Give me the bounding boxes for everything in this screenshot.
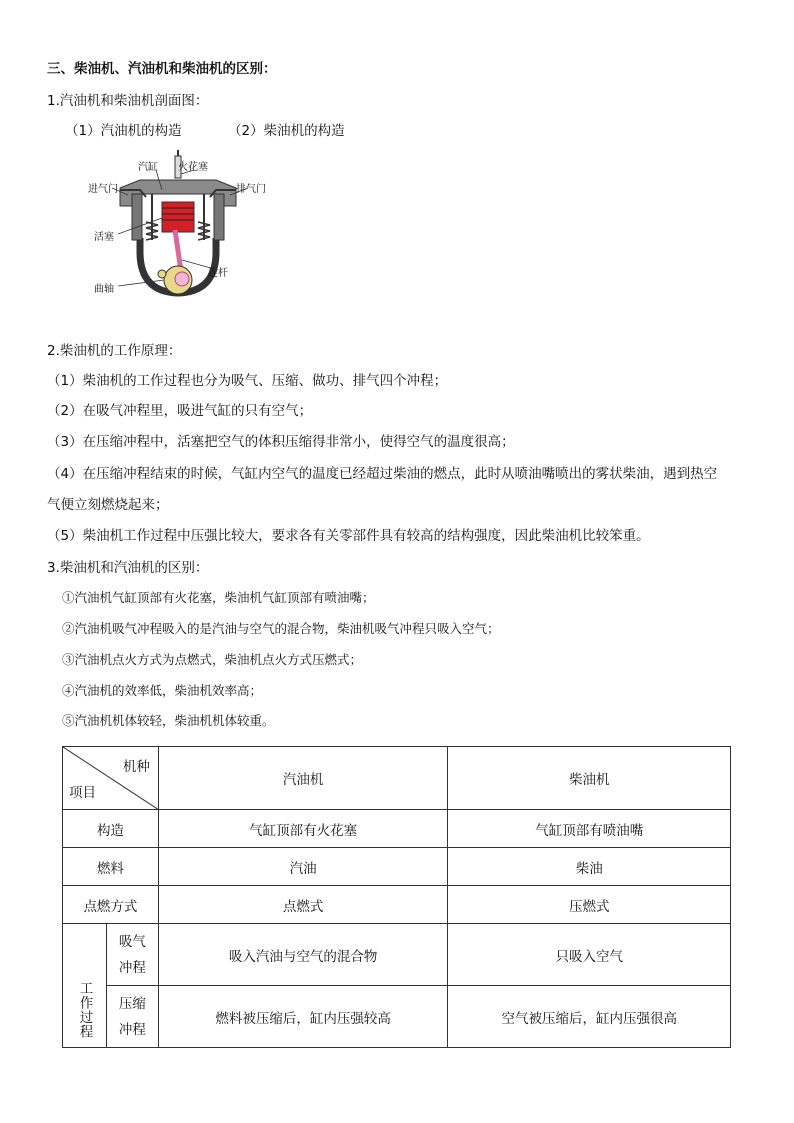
row-label: 燃料: [63, 848, 159, 886]
header-gasoline: 汽油机: [158, 747, 448, 810]
table-header-row: [63, 747, 731, 810]
s2-p4b: 气便立刻燃烧起来；: [47, 497, 169, 513]
sub-row-label-line2: 冲程: [118, 1021, 146, 1038]
label-spark-plug: 火花塞: [178, 162, 208, 173]
s3-item-1: ①汽油机气缸顶部有火花塞，柴油机气缸顶部有喷油嘴；: [62, 590, 375, 605]
cell-diesel: 柴油: [448, 848, 731, 886]
group-label: 工作过程: [76, 981, 93, 1039]
label-intake-valve: 进气门: [88, 184, 118, 195]
s2-p1: （1）柴油机的工作过程也分为吸气、压缩、做功、排气四个冲程；: [47, 373, 448, 389]
table-row: [63, 886, 731, 924]
cell-gasoline: 汽油: [158, 848, 448, 886]
cell-diesel: 只吸入空气: [448, 924, 731, 986]
s3-item-5: ⑤汽油机机体较轻，柴油机机体较重。: [62, 713, 275, 728]
s2-p4a: （4）在压缩冲程结束的时候，气缸内空气的温度已经超过柴油的燃点，此时从喷油嘴喷出的雾状柴油，遇到热空: [47, 466, 718, 482]
label-crankshaft: 曲轴: [94, 284, 114, 295]
table-row: [63, 986, 731, 1048]
row-label: 点燃方式: [63, 886, 159, 924]
label-cylinder: 汽缸: [138, 162, 158, 173]
s2-p3: （3）在压缩冲程中，活塞把空气的体积压缩得非常小，使得空气的温度很高；: [47, 434, 515, 450]
s1-sub-gasoline: （1）汽油机的构造: [65, 123, 182, 139]
cell-diesel: 气缸顶部有喷油嘴: [448, 810, 731, 848]
comparison-table: [62, 746, 731, 1048]
group-label-cell: [63, 924, 107, 1048]
s3-item-2: ②汽油机吸气冲程吸入的是汽油与空气的混合物，柴油机吸气冲程只吸入空气；: [62, 621, 500, 636]
sub-row-label-line1: 压缩: [118, 995, 146, 1012]
cell-gasoline: 燃料被压缩后，缸内压强较高: [158, 986, 448, 1048]
label-exhaust-valve: 排气门: [236, 184, 266, 195]
table-row: [63, 810, 731, 848]
table-row: [63, 848, 731, 886]
s2-p2: （2）在吸气冲程里，吸进气缸的只有空气；: [47, 403, 313, 419]
cell-diesel: 空气被压缩后，缸内压强很高: [448, 986, 731, 1048]
cell-diesel: 压燃式: [448, 886, 731, 924]
cell-gasoline: 气缸顶部有火花塞: [158, 810, 448, 848]
s1-sub-diesel: （2）柴油机的构造: [228, 123, 345, 139]
cell-gasoline: 点燃式: [158, 886, 448, 924]
s3-item-4: ④汽油机的效率低，柴油机效率高；: [62, 683, 263, 698]
sub-row-label: [106, 986, 158, 1048]
header-diesel: 柴油机: [448, 747, 731, 810]
cell-gasoline: 吸入汽油与空气的混合物: [158, 924, 448, 986]
sub-row-label-line2: 冲程: [118, 959, 146, 976]
corner-cell: [63, 747, 159, 810]
sub-row-label: [106, 924, 158, 986]
s3-title: 3.柴油机和汽油机的区别：: [47, 560, 209, 576]
section-heading: 三、柴油机、汽油机和柴油机的区别：: [47, 61, 277, 77]
s2-title: 2.柴油机的工作原理：: [47, 343, 182, 359]
row-label: 构造: [63, 810, 159, 848]
corner-bottom-label: 项目: [69, 785, 96, 801]
sub-row-label-line1: 吸气: [118, 933, 146, 950]
corner-top-label: 机种: [122, 759, 150, 775]
label-piston: 活塞: [94, 232, 114, 243]
label-connecting-rod: 连杆: [208, 268, 228, 279]
s1-title: 1.汽油机和柴油机剖面图：: [47, 93, 209, 109]
s2-p5: （5）柴油机工作过程中压强比较大，要求各有关零部件具有较高的结构强度，因此柴油机比较笨重。: [47, 528, 650, 544]
engine-diagram: [82, 150, 282, 300]
s3-item-3: ③汽油机点火方式为点燃式，柴油机点火方式压燃式；: [62, 652, 363, 667]
table-row: [63, 924, 731, 986]
